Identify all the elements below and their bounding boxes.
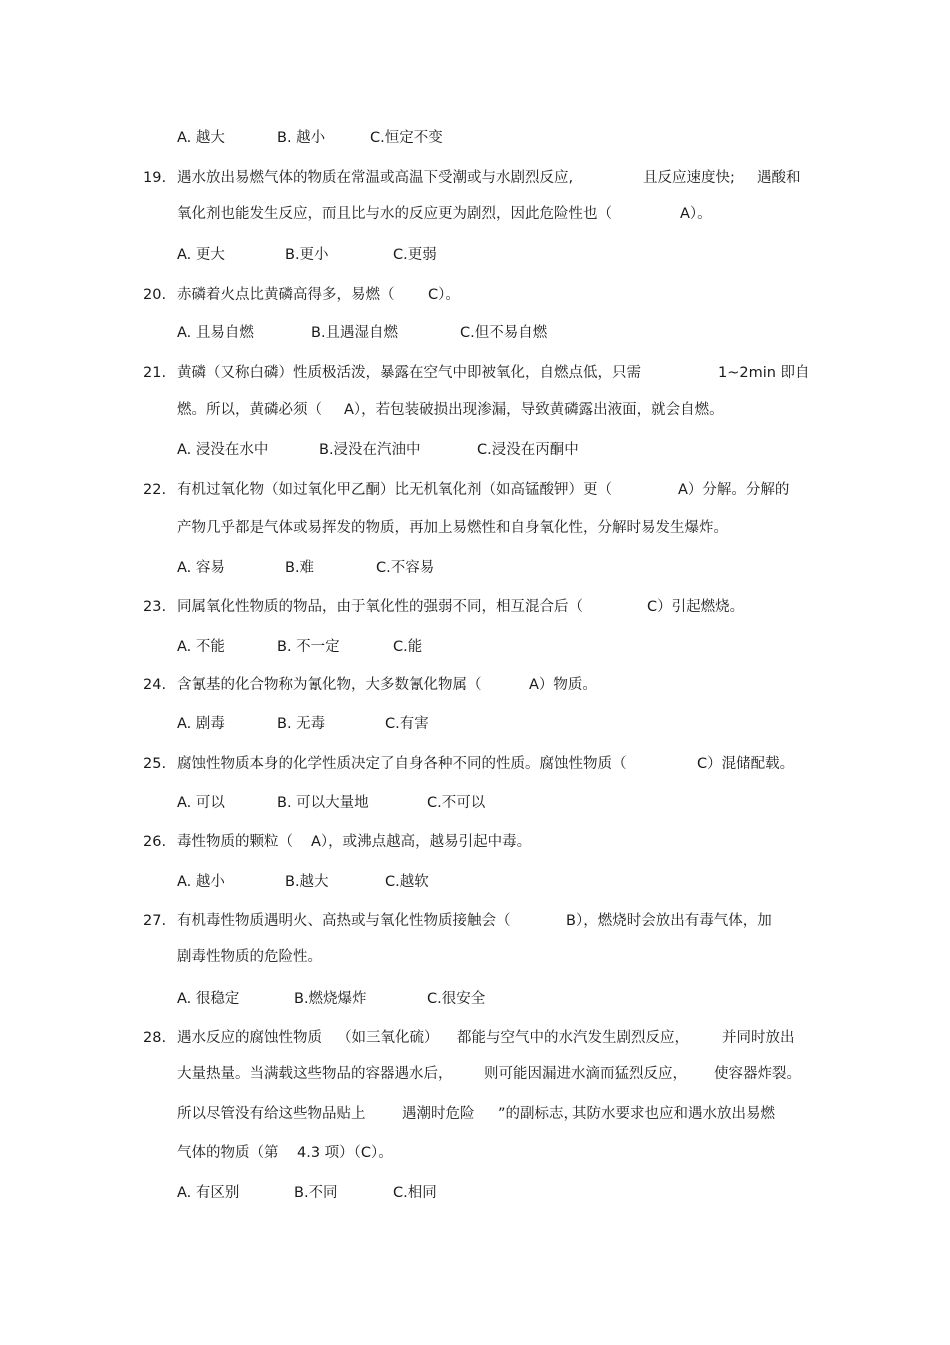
question-number: 20. — [143, 287, 167, 303]
question-text: 使容器炸裂。 — [714, 1066, 801, 1082]
option-c: C.不可以 — [427, 795, 486, 811]
question-text: （如三氧化硫） — [337, 1030, 439, 1046]
options-row — [177, 714, 429, 734]
option-b: B.且遇湿自燃 — [311, 325, 399, 341]
question-text: 有机毒性物质遇明火、高热或与氧化性物质接触会（ — [177, 913, 511, 929]
question-answer: A），若包装破损出现渗漏，导致黄磷露出液面，就会自燃。 — [344, 402, 724, 418]
option-c: C.不容易 — [376, 560, 435, 576]
question-answer: A）。 — [680, 206, 712, 222]
question-text: 赤磷着火点比黄磷高得多，易燃（ — [177, 287, 395, 303]
options-row — [177, 128, 443, 148]
question-answer: B），燃烧时会放出有毒气体，加 — [566, 913, 772, 929]
options-row — [177, 989, 486, 1009]
option-a: A. 可以 — [177, 795, 225, 811]
option-b: B.更小 — [285, 247, 329, 263]
option-a: A. 剧毒 — [177, 716, 225, 732]
question-text: 氧化剂也能发生反应，而且比与水的反应更为剧烈，因此危险性也（ — [177, 206, 612, 222]
question-text: 遇水反应的腐蚀性物质 — [177, 1030, 322, 1046]
options-row — [177, 440, 579, 460]
question-text: 则可能因漏进水滴而猛烈反应， — [484, 1066, 687, 1082]
options-row — [177, 793, 486, 813]
option-a: A. 更大 — [177, 247, 225, 263]
question-text: 遇水放出易燃气体的物质在常温或高温下受潮或与水剧烈反应, — [177, 170, 574, 186]
options-row — [177, 637, 423, 657]
options-row — [177, 323, 548, 343]
question-text: 有机过氧化物（如过氧化甲乙酮）比无机氧化剂（如高锰酸钾）更（ — [177, 482, 612, 498]
option-c: C.但不易自燃 — [460, 325, 548, 341]
question-text: 腐蚀性物质本身的化学性质决定了自身各种不同的性质。腐蚀性物质（ — [177, 756, 627, 772]
question-text: 且反应速度快; — [643, 170, 735, 186]
question-text: 遇酸和 — [757, 170, 801, 186]
question-answer: A）分解。分解的 — [678, 482, 790, 498]
option-b: B.越大 — [285, 874, 329, 890]
question-number: 28. — [143, 1030, 167, 1046]
option-b: B.燃烧爆炸 — [294, 991, 367, 1007]
option-c: C.有害 — [385, 716, 429, 732]
question-text: 大量热量。当满载这些物品的容器遇水后， — [177, 1066, 453, 1082]
option-b: B.难 — [285, 560, 315, 576]
option-b: B.浸没在汽油中 — [319, 442, 421, 458]
question-answer: C）。 — [428, 287, 460, 303]
option-c: C.越软 — [385, 874, 429, 890]
option-b: B.不同 — [294, 1185, 338, 1201]
question-answer: 4.3 项）（C）。 — [297, 1145, 393, 1161]
option-a: A. 不能 — [177, 639, 225, 655]
question-answer: C）引起燃烧。 — [647, 599, 745, 615]
option-a: A. 越小 — [177, 874, 225, 890]
option-c: C.相同 — [393, 1185, 437, 1201]
question-number: 25. — [143, 756, 167, 772]
options-row — [177, 1183, 437, 1203]
option-a: A. 且易自燃 — [177, 325, 254, 341]
question-number: 21. — [143, 365, 167, 381]
option-a: A. 很稳定 — [177, 991, 240, 1007]
option-b: B. 越小 — [277, 130, 326, 146]
option-c: C.浸没在丙酮中 — [477, 442, 579, 458]
option-c: C.很安全 — [427, 991, 486, 1007]
question-number: 24. — [143, 677, 167, 693]
option-c: C.更弱 — [393, 247, 437, 263]
question-text: 产物几乎都是气体或易挥发的物质，再加上易燃性和自身氧化性，分解时易发生爆炸。 — [177, 520, 728, 536]
option-c: C.能 — [393, 639, 423, 655]
question-number: 22. — [143, 482, 167, 498]
option-c: C.恒定不变 — [370, 130, 443, 146]
option-a: A. 浸没在水中 — [177, 442, 269, 458]
options-row — [177, 558, 435, 578]
question-number: 19. — [143, 170, 167, 186]
options-row — [177, 872, 429, 892]
question-text: 毒性物质的颗粒（ — [177, 834, 293, 850]
question-text: 所以尽管没有给这些物品贴上 — [177, 1106, 366, 1122]
question-text: 含氰基的化合物称为氰化物，大多数氰化物属（ — [177, 677, 482, 693]
question-text: 遇潮时危险 — [402, 1106, 475, 1122]
question-answer: A）物质。 — [529, 677, 597, 693]
option-a: A. 容易 — [177, 560, 225, 576]
question-text: ”的副标志， — [498, 1106, 579, 1122]
question-text: 剧毒性物质的危险性。 — [177, 949, 322, 965]
question-number: 26. — [143, 834, 167, 850]
question-text: 燃。所以，黄磷必须（ — [177, 402, 322, 418]
question-text: 并同时放出 — [722, 1030, 795, 1046]
question-answer: C）混储配载。 — [697, 756, 795, 772]
question-text: 其防水要求也应和遇水放出易燃 — [572, 1106, 775, 1122]
question-text: 黄磷（又称白磷）性质极活泼，暴露在空气中即被氧化，自燃点低，只需 — [177, 365, 641, 381]
question-text: 气体的物质（第 — [177, 1145, 279, 1161]
option-a: A. 越大 — [177, 130, 225, 146]
option-b: B. 不一定 — [277, 639, 340, 655]
options-row — [177, 245, 437, 265]
question-text: 同属氧化性物质的物品，由于氧化性的强弱不同，相互混合后（ — [177, 599, 583, 615]
question-number: 27. — [143, 913, 167, 929]
question-answer: A），或沸点越高，越易引起中毒。 — [311, 834, 532, 850]
option-a: A. 有区别 — [177, 1185, 240, 1201]
question-number: 23. — [143, 599, 167, 615]
question-text: 都能与空气中的水汽发生剧烈反应， — [457, 1030, 689, 1046]
option-b: B. 可以大量地 — [277, 795, 369, 811]
question-text: 1~2min 即自 — [718, 365, 810, 381]
option-b: B. 无毒 — [277, 716, 326, 732]
